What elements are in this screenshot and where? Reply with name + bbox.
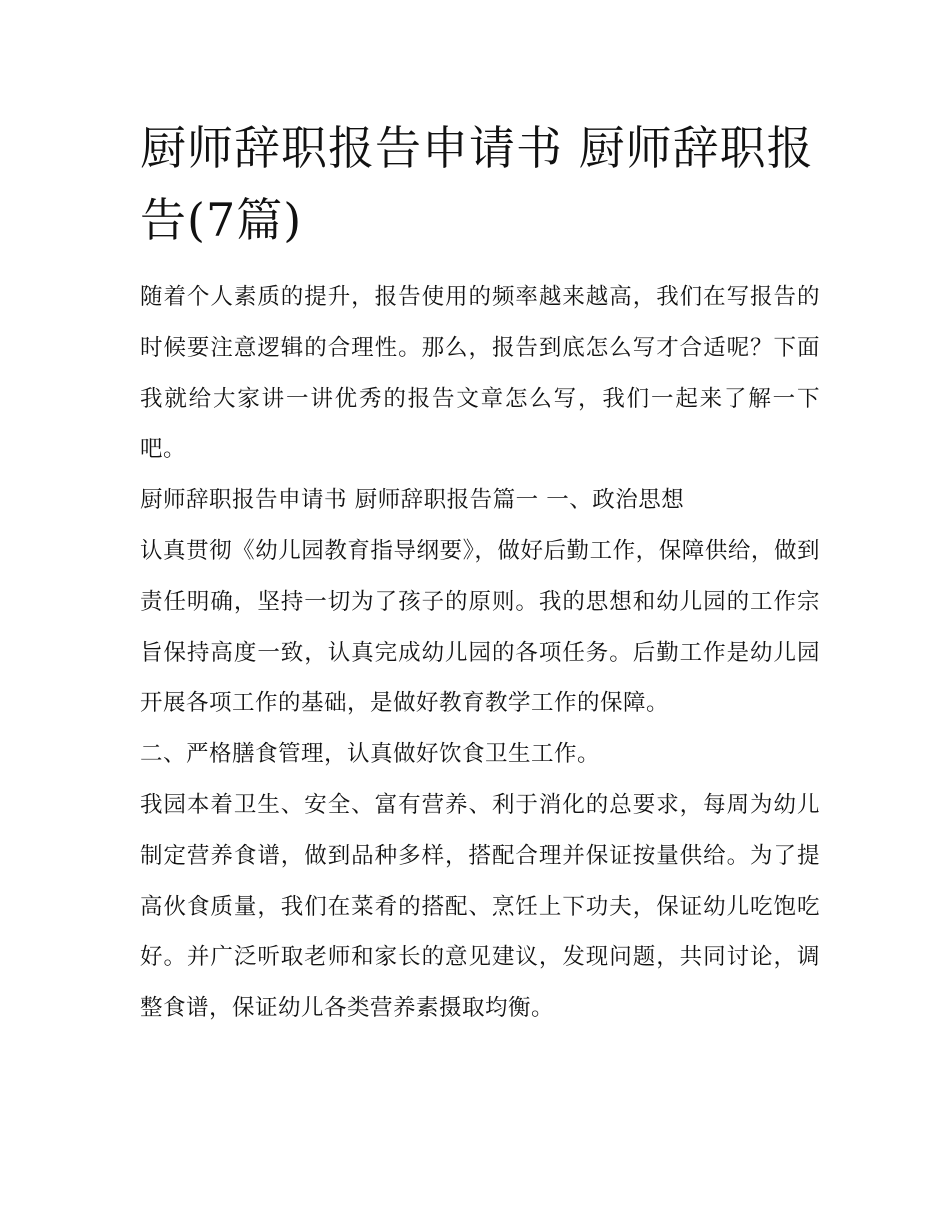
paragraph-diet-management: 我园本着卫生、安全、富有营养、利于消化的总要求，每周为幼儿制定营养食谱，做到品种多样，搭配合理并保证按量供给。为了提高伙食质量，我们在菜肴的搭配、烹饪上下功夫，保证幼儿吃饱吃好。并广泛听取老师和家长的意见建议，发现问题，共同讨论，调整食谱，保证幼儿各类营养素摄取均衡。 (140, 791, 820, 1022)
document-title: 厨师辞职报告申请书 厨师辞职报告(7篇) (140, 121, 814, 247)
paragraph-section-heading: 厨师辞职报告申请书 厨师辞职报告篇一 一、政治思想 (140, 487, 685, 514)
paragraph-political-thought: 认真贯彻《幼儿园教育指导纲要》，做好后勤工作，保障供给，做到责任明确，坚持一切为了孩子的原则。我的思想和幼儿园的工作宗旨保持高度一致，认真完成幼儿园的各项任务。后勤工作是幼儿园开展各项工作的基础，是做好教育教学工作的保障。 (140, 537, 820, 717)
paragraph-subheading-diet: 二、严格膳食管理，认真做好饮食卫生工作。 (140, 741, 601, 768)
document-body (140, 272, 820, 1034)
document-page (140, 112, 820, 1034)
paragraph-intro: 随着个人素质的提升，报告使用的频率越来越高，我们在写报告的时候要注意逻辑的合理性。那么，报告到底怎么写才合适呢？下面我就给大家讲一讲优秀的报告文章怎么写，我们一起来了解一下吧。 (140, 284, 820, 463)
